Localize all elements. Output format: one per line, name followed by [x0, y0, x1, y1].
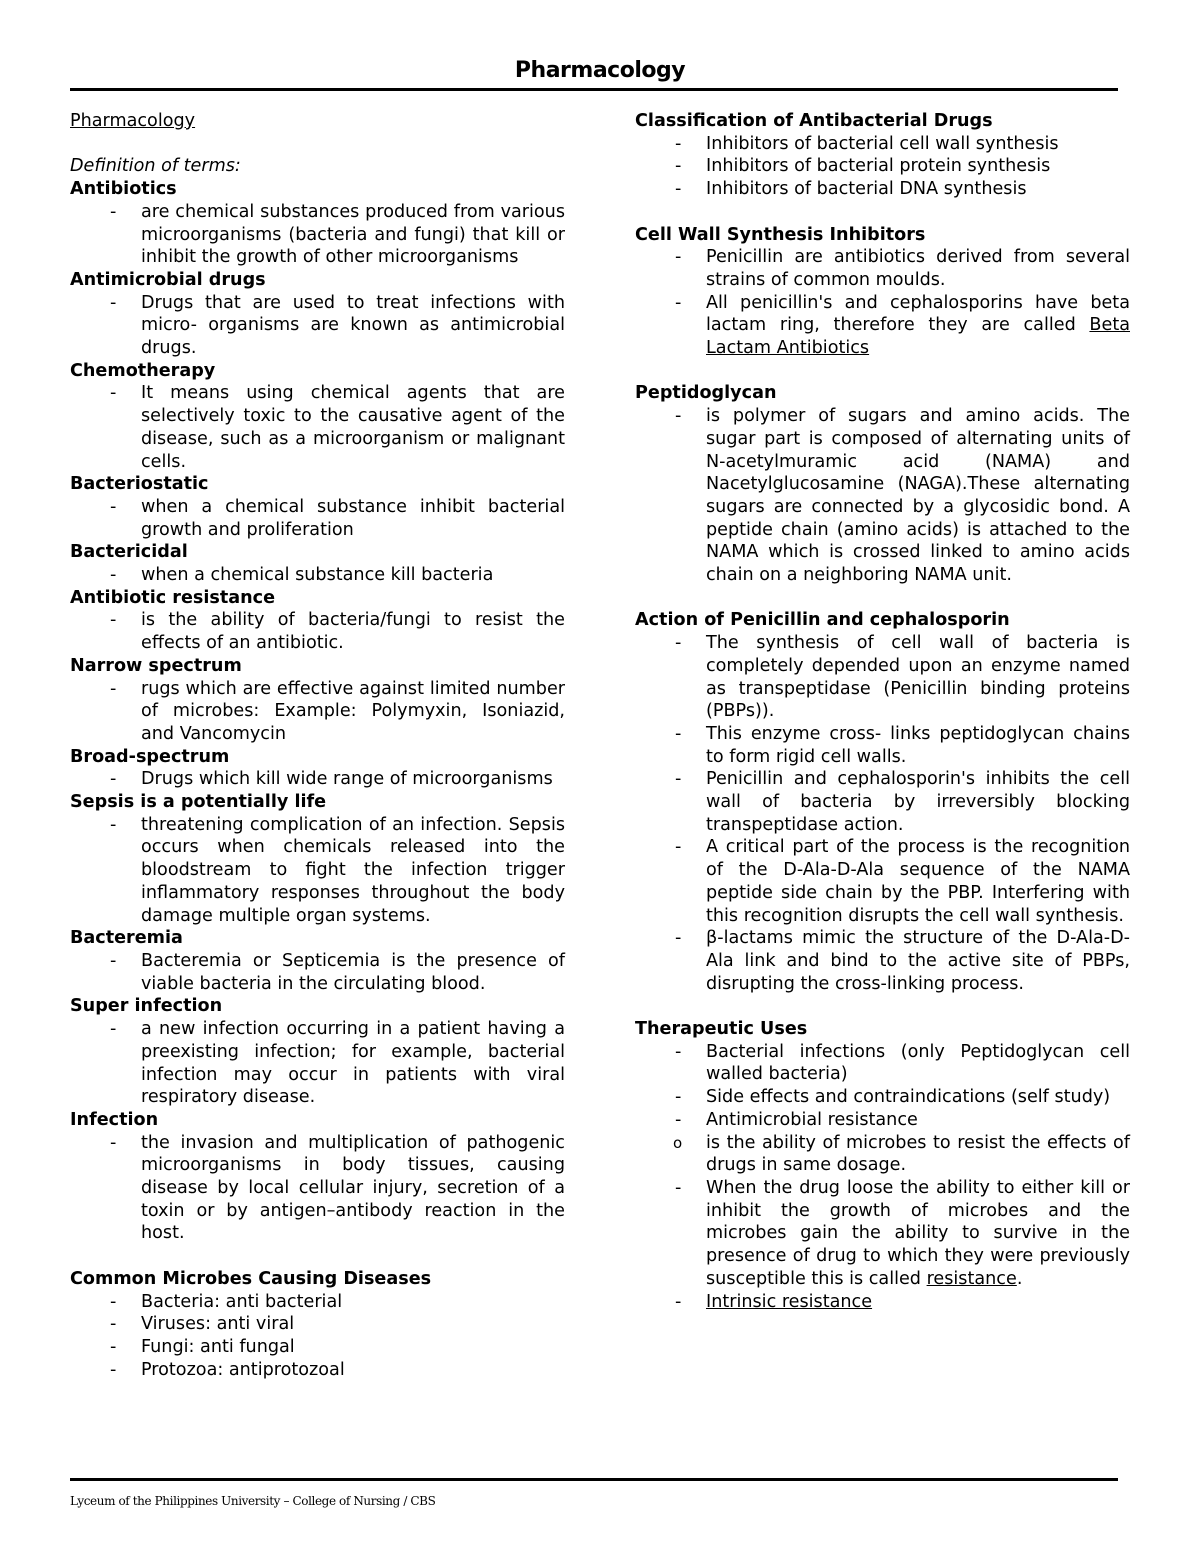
term-heading: Infection: [70, 1109, 159, 1130]
term-block: [70, 1109, 565, 1245]
term-definition: - Drugs which kill wide range of microorganisms: [70, 768, 565, 791]
list-item: - is polymer of sugars and amino acids. The sugar part is composed of alternating units of N-acetylmuramic acid (NAMA) and Nacetylglucosamine (NAGA).These alternating sugars are connected by a glycosidic bond. A peptide chain (amino acids) is attached to the NAMA which is crossed linked to amino acids chain on a neighboring NAMA unit.: [635, 405, 1130, 587]
section-heading-cell-wall: Cell Wall Synthesis Inhibitors: [635, 224, 926, 245]
term-heading: Narrow spectrum: [70, 655, 242, 676]
list-item-text: All penicillin's and cephalosporins have beta lactam ring, therefore they are called: [706, 292, 1130, 336]
term-block: [70, 927, 565, 995]
term-heading: Chemotherapy: [70, 360, 216, 381]
term-definition: - Drugs that are used to treat infections with micro- organisms are known as antimicrobial drugs.: [70, 292, 565, 360]
term-heading: Sepsis is a potentially life: [70, 792, 327, 813]
section-heading-action: Action of Penicillin and cephalosporin: [635, 610, 1010, 631]
term-definition: - when a chemical substance inhibit bacterial growth and proliferation: [70, 496, 565, 541]
list-item: - Inhibitors of bacterial cell wall synthesis: [635, 133, 1130, 156]
term-heading: Antibiotics: [70, 179, 177, 200]
list-item: - Bacterial infections (only Peptidoglycan cell walled bacteria): [635, 1041, 1130, 1086]
list-item: - Penicillin are antibiotics derived from several strains of common moulds.: [635, 246, 1130, 291]
section-heading-peptidoglycan: Peptidoglycan: [635, 383, 777, 404]
section-heading-therapeutic: Therapeutic Uses: [635, 1019, 808, 1040]
term-block: [70, 473, 565, 541]
term-block: [70, 791, 565, 927]
list-item: - Fungi: anti fungal: [70, 1336, 565, 1359]
list-item: - This enzyme cross- links peptidoglycan chains to form rigid cell walls.: [635, 723, 1130, 768]
term-definition: - is the ability of bacteria/fungi to resist the effects of an antibiotic.: [70, 609, 565, 654]
term-heading: Bacteriostatic: [70, 474, 209, 495]
list-item: - Inhibitors of bacterial DNA synthesis: [635, 178, 1130, 201]
term-heading: Antibiotic resistance: [70, 587, 276, 608]
term-definition: - when a chemical substance kill bacteria: [70, 564, 565, 587]
spacer: [70, 133, 565, 156]
left-column: [70, 110, 565, 1381]
spacer: [70, 1245, 565, 1268]
term-block: [70, 178, 565, 269]
term-definition: - threatening complication of an infection. Sepsis occurs when chemicals released into the bloodstream to fight the infection trigger inflammatory responses throughout the body damage multiple organ systems.: [70, 814, 565, 928]
section-heading-common-microbes: Common Microbes Causing Diseases: [70, 1268, 432, 1289]
list-item: - β-lactams mimic the structure of the D-Ala-D-Ala link and bind to the active site of PBPs, disrupting the cross-linking process.: [635, 927, 1130, 995]
list-item: - A critical part of the process is the recognition of the D-Ala-D-Ala sequence of the NAMA peptide side chain by the PBP. Interfering with this recognition disrupts the cell wall synthesis.: [635, 836, 1130, 927]
term-heading: Broad-spectrum: [70, 746, 230, 767]
term-block: [70, 655, 565, 746]
term-block: [70, 995, 565, 1109]
footer-rule: [70, 1478, 1118, 1481]
term-heading: Super infection: [70, 996, 223, 1017]
section-heading-classification: Classification of Antibacterial Drugs: [635, 111, 993, 131]
list-item-text: Antimicrobial resistance: [706, 1109, 918, 1130]
list-item: - The synthesis of cell wall of bacteria is completely depended upon an enzyme named as transpeptidase (Penicillin binding proteins (PBPs)).: [635, 632, 1130, 723]
definition-label: Definition of terms:: [70, 156, 241, 177]
term-block: [70, 541, 565, 586]
spacer: [635, 360, 1130, 383]
list-item: - Side effects and contraindications (self study): [635, 1086, 1130, 1109]
term-block: [70, 360, 565, 474]
header-rule: [70, 88, 1118, 91]
term-definition: - Bacteremia or Septicemia is the presence of viable bacteria in the circulating blood.: [70, 950, 565, 995]
term-definition: - a new infection occurring in a patient having a preexisting infection; for example, bacterial infection may occur in patients with viral respiratory disease.: [70, 1018, 565, 1109]
term-definition: - It means using chemical agents that are selectively toxic to the causative agent of the disease, such as a microorganism or malignant cells.: [70, 382, 565, 473]
right-column: [635, 110, 1130, 1313]
term-block: [70, 587, 565, 655]
page-title: Pharmacology: [514, 58, 686, 83]
term-heading: Bactericidal: [70, 542, 188, 563]
term-definition: - the invasion and multiplication of pathogenic microorganisms in body tissues, causing disease by local cellular injury, secretion of a toxin or by antigen–antibody reaction in the host.: [70, 1132, 565, 1246]
resistance-term: resistance: [926, 1268, 1017, 1289]
sub-list-item: o is the ability of microbes to resist the effects of drugs in same dosage.: [635, 1132, 1130, 1177]
section-heading-pharmacology: Pharmacology: [70, 111, 196, 131]
list-item: [635, 1109, 1130, 1177]
term-block: [70, 269, 565, 360]
page-footer: Lyceum of the Philippines University – College of Nursing / CBS: [70, 1494, 436, 1508]
list-item: - Protozoa: antiprotozoal: [70, 1359, 565, 1382]
term-heading: Antimicrobial drugs: [70, 269, 266, 290]
spacer: [635, 995, 1130, 1018]
list-item-end: .: [1016, 1268, 1023, 1289]
list-item: - Inhibitors of bacterial protein synthesis: [635, 155, 1130, 178]
list-item: - Bacteria: anti bacterial: [70, 1291, 565, 1314]
term-heading: Bacteremia: [70, 928, 183, 949]
term-definition: - are chemical substances produced from various microorganisms (bacteria and fungi) that kill or inhibit the growth of other microorganisms: [70, 201, 565, 269]
spacer: [635, 587, 1130, 610]
list-item: - Viruses: anti viral: [70, 1313, 565, 1336]
term-definition: - rugs which are effective against limited number of microbes: Example: Polymyxin, Isoniazid, and Vancomycin: [70, 678, 565, 746]
list-item: [635, 292, 1130, 360]
beta-lactam-term: Beta Lactam Antibiotics: [706, 315, 1130, 359]
list-item: - Penicillin and cephalosporin's inhibits the cell wall of bacteria by irreversibly blocking transpeptidase action.: [635, 768, 1130, 836]
list-item-text: When the drug loose the ability to either kill or inhibit the growth of microbes and the microbes gain the ability to survive in the presence of drug to which they were previously susceptible this is called: [706, 1177, 1130, 1289]
intrinsic-resistance-term: Intrinsic resistance: [706, 1291, 873, 1312]
list-item: [635, 1177, 1130, 1291]
spacer: [635, 201, 1130, 224]
term-block: [70, 746, 565, 791]
list-item: [635, 1291, 1130, 1314]
